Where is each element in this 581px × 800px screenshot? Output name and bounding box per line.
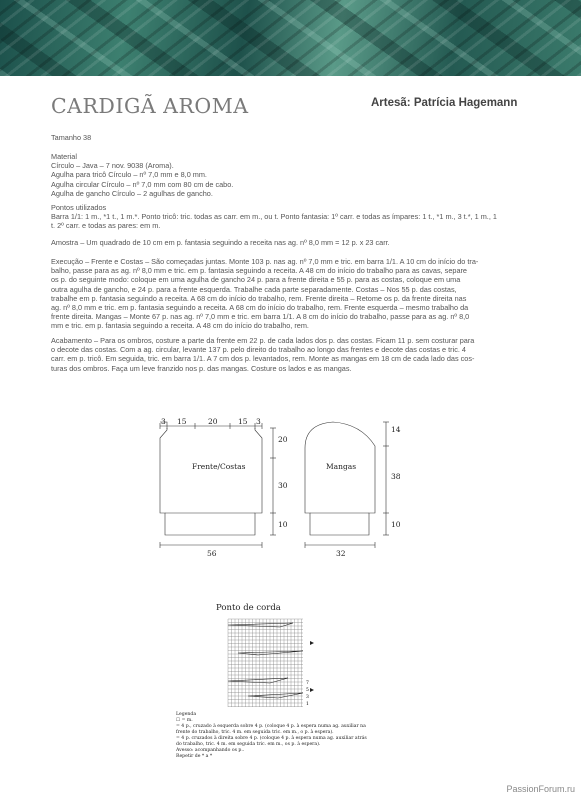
chart-legend xyxy=(176,712,367,760)
dim-label: 15 xyxy=(177,418,187,426)
execution-line: Execução – Frente e Costas – São começadas juntas. Monte 103 p. nas ag. nº 7,0 mm e tric. em barra 1/1. A 10 cm do início do tra- xyxy=(51,257,479,266)
arrow-marker xyxy=(310,688,314,692)
dim-label: 10 xyxy=(391,520,401,529)
sleeve-piece-label: Mangas xyxy=(326,462,357,471)
dim-label: 20 xyxy=(278,435,288,444)
execution-line: trabalhe em p. fantasia seguindo a receita. A 68 cm do início do trabalho, rem. Frente direita – Retome os p. da frente direita nas xyxy=(51,293,467,303)
stitches-heading: Pontos utilizados xyxy=(51,203,107,212)
dim-label: 14 xyxy=(391,425,401,434)
finishing-line: o decote das costas. Com a ag. circular, levante 137 p. pelo direito do trabalho ao longo das frentes e decote das costas e tric. 4 xyxy=(51,345,466,355)
row-number: 1 xyxy=(306,702,309,707)
finishing-line: turas dos ombros. Faça um leve franzido nos p. das mangas. Costure os lados e as mangas. xyxy=(51,363,352,373)
stitch-chart xyxy=(218,617,318,709)
dim-label: 30 xyxy=(278,481,288,490)
row-number: 3 xyxy=(306,695,309,700)
material-section xyxy=(51,152,531,198)
chart-title: Ponto de corda xyxy=(216,603,281,613)
finishing-line: carr. em p. tricô. Em seguida, tric. em barra 1/1. A 7 cm dos p. levantados, rem. Monte as mangas em 18 cm de cada lado das cos- xyxy=(51,354,475,364)
legend-line: frente do trabalho, tric. 4 m. em seguida tric. em m., o p. à espera). xyxy=(176,730,334,735)
size-text: Tamanho 38 xyxy=(51,133,92,142)
finishing-section xyxy=(51,336,531,373)
stitches-line: Barra 1/1: 1 m., *1 t., 1 m.*. Ponto tricô: tric. todas as carr. em m., ou t. Ponto fantasia: 1º carr. e todas as ímpares: 1 t., *1 m., 3 t.*, 1 m., 1 xyxy=(51,212,497,222)
page-title: CARDIGÃ AROMA xyxy=(51,94,249,118)
material-heading: Material xyxy=(51,152,77,161)
dim-label: 3 xyxy=(256,418,261,426)
execution-section xyxy=(51,257,531,331)
legend-line: do trabalho, tric. 4 m. em seguida tric. em m., os p. à espera). xyxy=(176,742,321,747)
material-line: Agulha para tricô Círculo – nº 7,0 mm e 8,0 mm. xyxy=(51,170,207,180)
yarn-photo-banner xyxy=(0,0,581,76)
dim-label: 32 xyxy=(336,549,346,558)
row-number: 5 xyxy=(306,688,309,693)
execution-line: balho, passe para as ag. nº 8,0 mm e tric. em p. fantasia seguindo a receita. A 48 cm do início do trabalho para as cavas, separe xyxy=(51,266,467,276)
finishing-line: Acabamento – Para os ombros, costure a parte da frente em 22 p. de cada lados dos p. das costas. Ficam 11 p. sem costurar para xyxy=(51,336,475,345)
execution-line: frente direita. Mangas – Monte 67 p. nas ag. nº 7,0 mm e tric. em barra 1/1. A 8 cm do início do trabalho, passe para as ag. nº 8,0 xyxy=(51,312,470,322)
material-line: Agulha circular Círculo – nº 7,0 mm com 80 cm de cabo. xyxy=(51,179,234,189)
execution-line: os p. do seguinte modo: coloque em uma agulha de gancho 24 p. para a frente direita e 55 p. para as costas, coloque em uma xyxy=(51,275,461,285)
dim-label: 10 xyxy=(278,520,288,529)
gauge-text: Amostra – Um quadrado de 10 cm em p. fantasia seguindo a receita nas ag. nº 8,0 mm = 12 p. x 23 carr. xyxy=(51,238,390,247)
material-line: Agulha de gancho Círculo – 2 agulhas de gancho. xyxy=(51,188,213,198)
dim-label: 3 xyxy=(161,418,166,426)
legend-line: = 4 p. cruzados à direita sobre 4 p. (coloque 4 p. à espera numa ag. auxiliar atrás xyxy=(176,736,367,741)
stitches-line: t. 2º carr. e todas as pares: em m. xyxy=(51,221,161,231)
dim-label: 15 xyxy=(238,418,248,426)
legend-line: Repetir de * a * xyxy=(176,754,213,759)
watermark: PassionForum.ru xyxy=(506,784,575,794)
execution-line: ag. nº 8,0 mm e tric. em p. fantasia seguindo a receita. A 68 cm do início do trabalho, rem. Frente esquerda – mesmo trabalho da xyxy=(51,303,469,313)
body-piece-label: Frente/Costas xyxy=(192,462,246,471)
execution-line: outra agulha de gancho, e 24 p. para a frente esquerda. Trabalhe cada parte separadamente. Costas – Nos 55 p. das costas, xyxy=(51,284,457,294)
legend-heading: Legenda xyxy=(176,712,197,717)
legend-line: Avesso: acompanhando os p.. xyxy=(176,748,245,753)
legend-line: ☐ = m. xyxy=(176,718,193,723)
schematic-diagram xyxy=(150,418,420,568)
row-number: 7 xyxy=(306,681,309,686)
dim-label: 20 xyxy=(208,418,218,426)
execution-line: mm e tric. em p. fantasia seguindo a receita. A 48 cm do início do trabalho, rem. xyxy=(51,321,309,331)
dim-label: 38 xyxy=(391,472,401,481)
material-line: Círculo – Java – 7 nov. 9038 (Aroma). xyxy=(51,161,174,171)
arrow-marker xyxy=(310,641,314,645)
stitches-section xyxy=(51,203,531,231)
legend-line: = 4 p., cruzado à esquerda sobre 4 p. (coloque 4 p. à espera numa ag. auxiliar na xyxy=(176,724,366,729)
dim-label: 56 xyxy=(207,549,217,558)
author-credit: Artesã: Patrícia Hagemann xyxy=(371,97,518,109)
